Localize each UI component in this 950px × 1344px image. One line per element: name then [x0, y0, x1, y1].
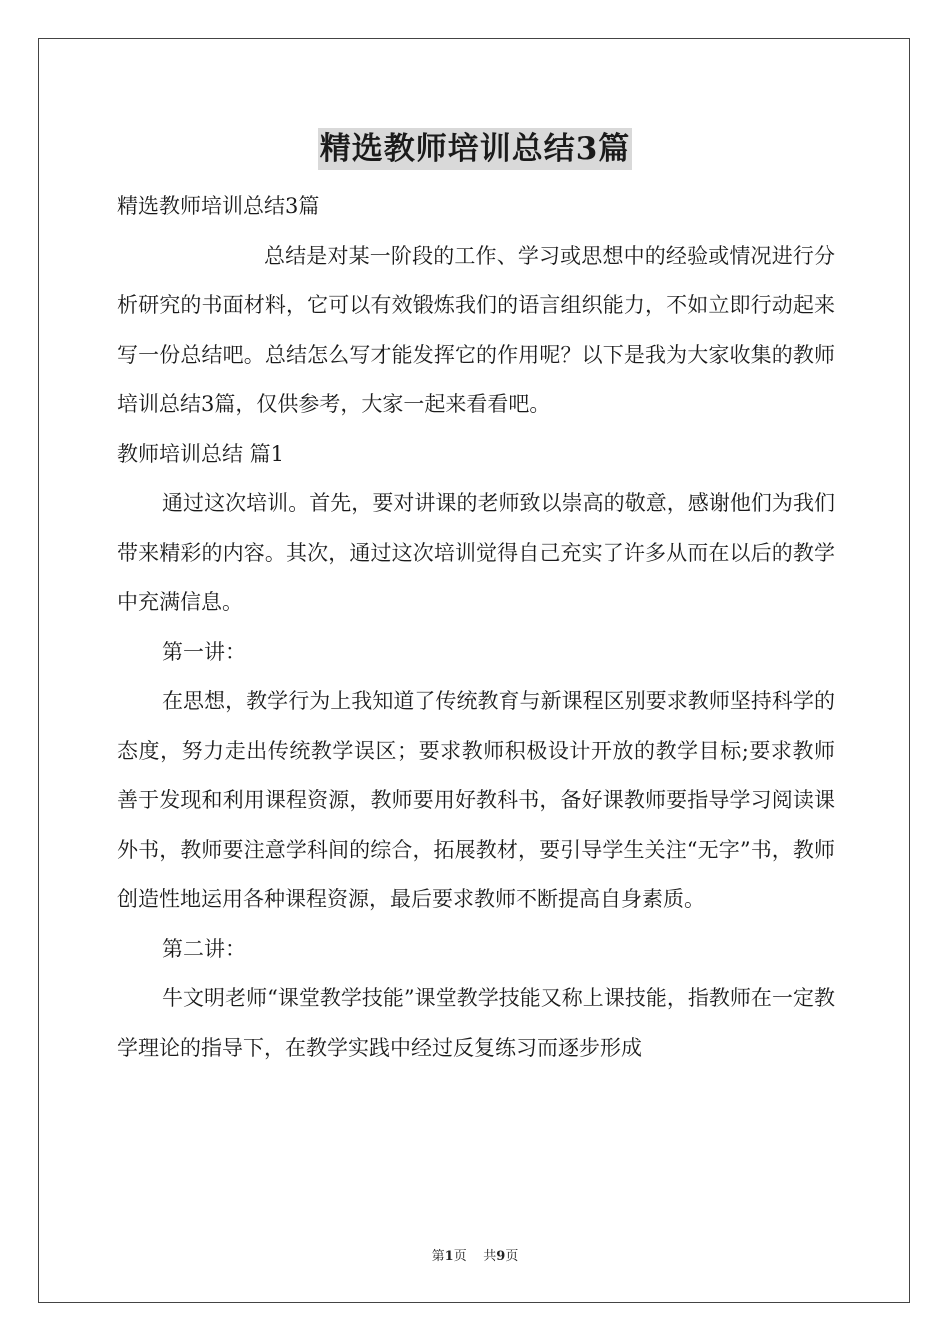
lecture-heading-1: 第一讲： — [162, 639, 246, 664]
page-footer — [0, 1245, 950, 1264]
total-pages-number: 9 — [496, 1249, 506, 1264]
section-heading: 教师培训总结 篇1 — [117, 441, 285, 466]
document-subtitle: 精选教师培训总结3篇 — [117, 194, 320, 218]
current-page-number: 1 — [444, 1249, 454, 1264]
total-prefix: 共 — [483, 1249, 497, 1264]
document-body — [117, 182, 835, 1073]
body-paragraph: 通过这次培训。首先，要对讲课的老师致以崇高的敬意，感谢他们为我们带来精彩的内容。其次，通过这次培训觉得自己充实了许多从而在以后的教学中充满信息。 — [117, 491, 835, 614]
page-prefix: 第 — [431, 1249, 445, 1264]
title-container — [0, 128, 950, 170]
page-suffix: 页 — [453, 1249, 467, 1264]
body-paragraph: 牛文明老师“课堂教学技能”课堂教学技能又称上课技能，指教师在一定教学理论的指导下，在教学实践中经过反复练习而逐步形成 — [117, 986, 835, 1060]
lecture-heading-2: 第二讲： — [162, 936, 246, 961]
total-suffix: 页 — [505, 1249, 519, 1264]
document-title: 精选教师培训总结3篇 — [318, 128, 633, 170]
intro-paragraph: 总结是对某一阶段的工作、学习或思想中的经验或情况进行分析研究的书面材料，它可以有效锻炼我们的语言组织能力，不如立即行动起来写一份总结吧。总结怎么写才能发挥它的作用呢？以下是我为大家收集的教师培训总结3篇，仅供参考，大家一起来看看吧。 — [117, 243, 835, 416]
body-paragraph: 在思想，教学行为上我知道了传统教育与新课程区别要求教师坚持科学的态度，努力走出传统教学误区；要求教师积极设计开放的教学目标;要求教师善于发现和利用课程资源，教师要用好教科书，备好课教师要指导学习阅读课外书，教师要注意学科间的综合，拓展教材，要引导学生关注“无字”书，教师创造性地运用各种课程资源，最后要求教师不断提高自身素质。 — [117, 689, 835, 911]
